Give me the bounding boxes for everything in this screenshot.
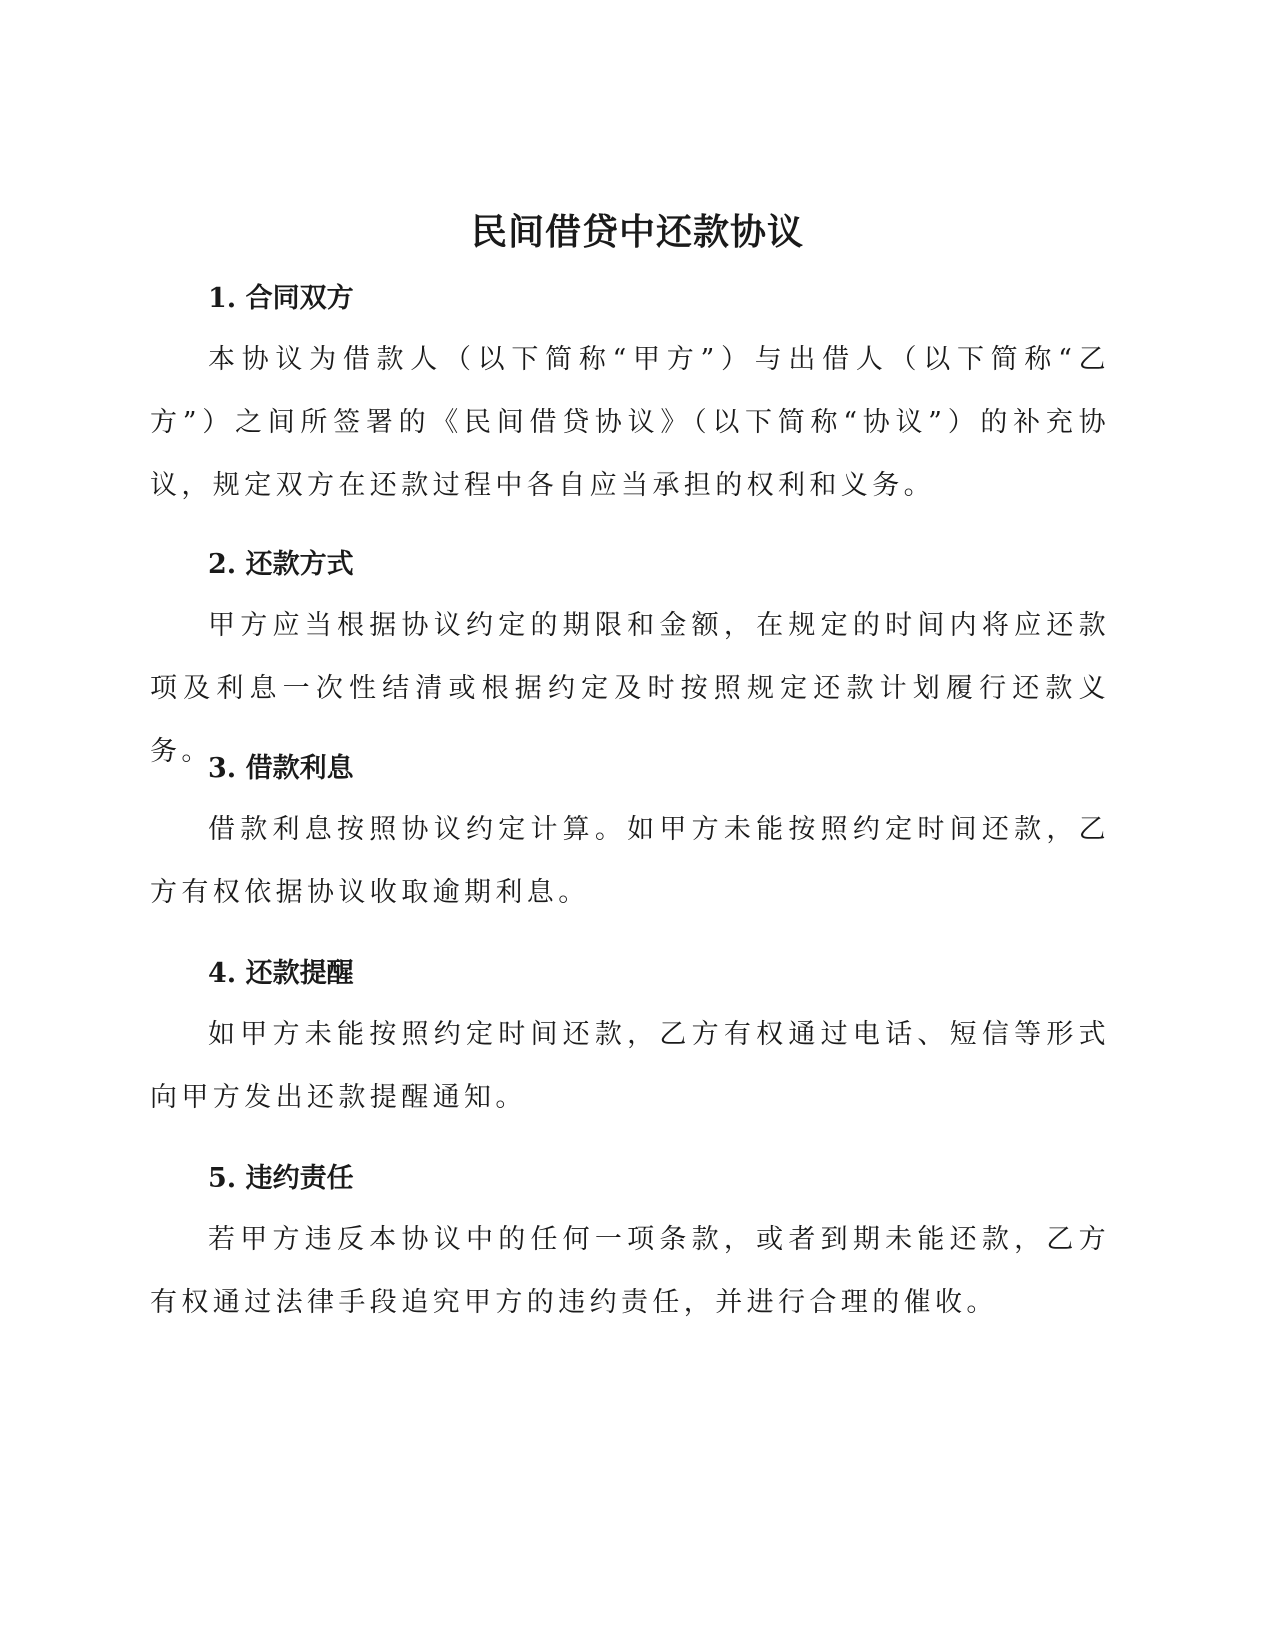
section-body-reminder: 如甲方未能按照约定时间还款，乙方有权通过电话、短信等形式向甲方发出还款提醒通知。 <box>150 1019 1110 1113</box>
section-body-repayment-method: 甲方应当根据协议约定的期限和金额，在规定的时间内将应还款项及利息一次性结清或根据约定及时按照规定还款计划履行还款义务。 <box>150 610 1110 767</box>
section-heading-parties: 1. 合同双方 <box>208 283 354 314</box>
section-body-parties: 本协议为借款人（以下简称“甲方”）与出借人（以下简称“乙方”）之间所签署的《民间借贷协议》（以下简称“协议”）的补充协议，规定双方在还款过程中各自应当承担的权利和义务。 <box>150 344 1110 501</box>
section-heading-breach: 5. 违约责任 <box>208 1163 354 1194</box>
section-heading-reminder: 4. 还款提醒 <box>208 958 354 989</box>
section-heading-repayment-method: 2. 还款方式 <box>208 549 354 580</box>
section-heading-interest: 3. 借款利息 <box>208 753 354 784</box>
document-title: 民间借贷中还款协议 <box>470 212 804 253</box>
section-body-breach: 若甲方违反本协议中的任何一项条款，或者到期未能还款，乙方有权通过法律手段追究甲方的违约责任，并进行合理的催收。 <box>150 1224 1110 1318</box>
section-body-interest: 借款利息按照协议约定计算。如甲方未能按照约定时间还款，乙方有权依据协议收取逾期利息。 <box>150 814 1110 908</box>
